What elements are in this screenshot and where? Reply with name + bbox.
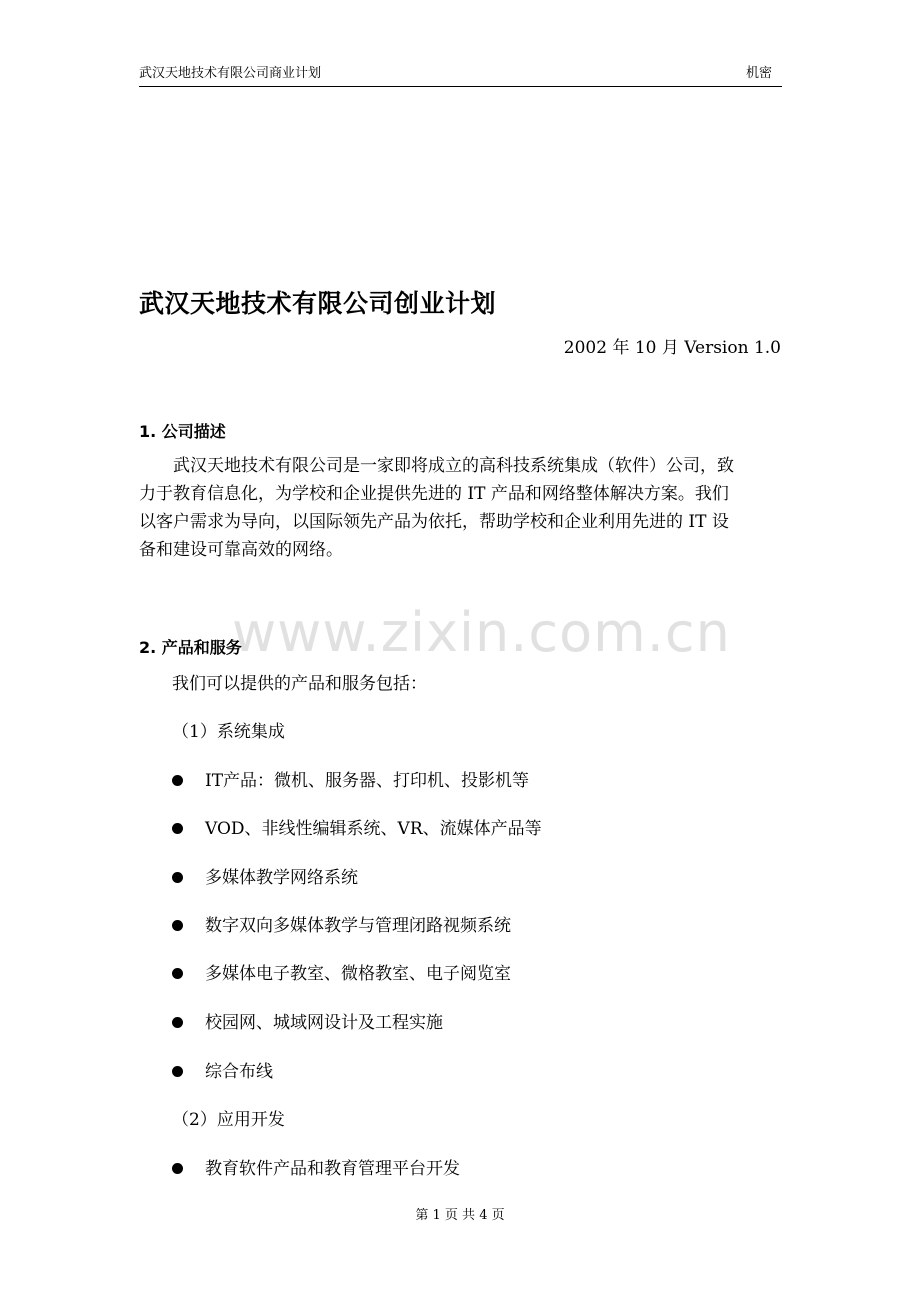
bullet-icon (172, 823, 183, 834)
page-footer: 第 1 页 共 4 页 (415, 1208, 505, 1223)
list-item-text: 多媒体电子教室、微格教室、电子阅览室 (205, 964, 511, 984)
paragraph-line: 以客户需求为导向，以国际领先产品为依托，帮助学校和企业利用先进的 IT 设 (139, 512, 729, 532)
company-description (139, 452, 782, 564)
list-item-text: VOD、非线性编辑系统、VR、流媒体产品等 (205, 819, 542, 839)
watermark: www.zixin.com.cn (232, 601, 731, 664)
header-confidential: 机密 (745, 66, 772, 81)
bullet-icon (172, 968, 183, 979)
bullet-icon (172, 775, 183, 786)
bullet-icon (172, 1017, 183, 1028)
subheading-system-integration: （1）系统集成 (172, 722, 285, 742)
paragraph-line: 力于教育信息化，为学校和企业提供先进的 IT 产品和网络整体解决方案。我们 (139, 484, 729, 504)
subheading-application-development: （2）应用开发 (172, 1110, 285, 1130)
header-title: 武汉天地技术有限公司商业计划 (139, 66, 322, 81)
bullet-icon (172, 1066, 183, 1077)
products-intro: 我们可以提供的产品和服务包括： (172, 674, 427, 694)
list-item-text: IT产品：微机、服务器、打印机、投影机等 (205, 771, 530, 791)
document-title: 武汉天地技术有限公司创业计划 (139, 289, 497, 318)
list-item-text: 教育软件产品和教育管理平台开发 (205, 1159, 460, 1179)
page-header (139, 66, 782, 87)
bullet-icon (172, 920, 183, 931)
list-item-text: 多媒体教学网络系统 (205, 868, 358, 888)
list-item-text: 综合布线 (205, 1062, 273, 1082)
paragraph-line: 武汉天地技术有限公司是一家即将成立的高科技系统集成（软件）公司，致 (139, 456, 734, 476)
list-item-text: 校园网、城域网设计及工程实施 (205, 1013, 443, 1033)
bullet-icon (172, 872, 183, 883)
bullet-icon (172, 1163, 183, 1174)
paragraph-line: 备和建设可靠高效的网络。 (139, 540, 343, 560)
section-heading-products: 2. 产品和服务 (139, 638, 242, 657)
list-item-text: 数字双向多媒体教学与管理闭路视频系统 (205, 916, 511, 936)
section-heading-company: 1. 公司描述 (139, 422, 226, 441)
date-version: 2002 年 10 月 Version 1.0 (563, 338, 781, 358)
